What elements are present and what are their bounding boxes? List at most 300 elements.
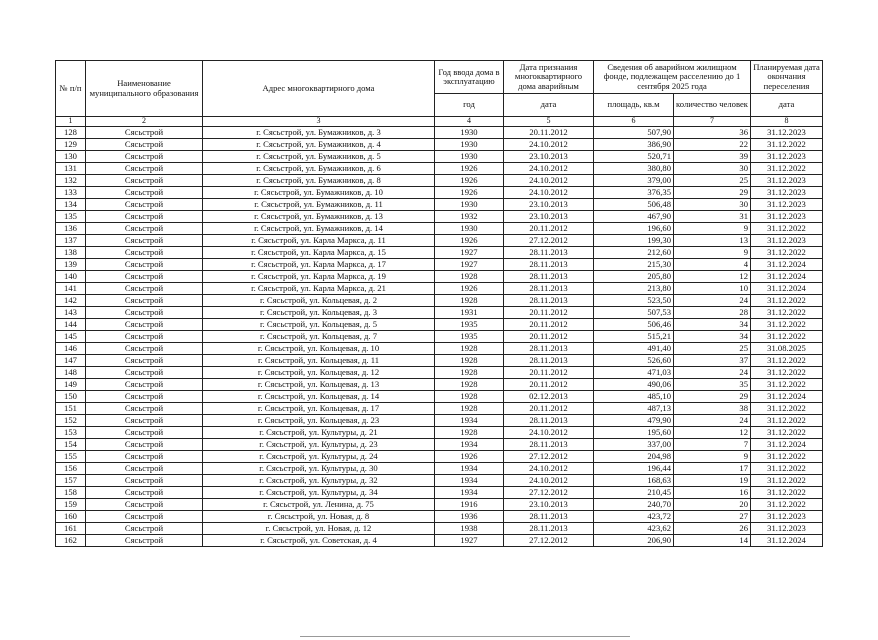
table-row — [56, 330, 823, 342]
address-cell: г. Сясьстрой, ул. Бумажников, д. 4 — [203, 138, 435, 150]
people-cell: 34 — [674, 318, 751, 330]
year-cell: 1934 — [435, 438, 504, 450]
header-planned-end: Планируемая дата окончания переселения — [751, 61, 823, 94]
planned-end-cell: 31.12.2022 — [751, 294, 823, 306]
year-cell: 1928 — [435, 402, 504, 414]
address-cell: г. Сясьстрой, ул. Культуры, д. 34 — [203, 486, 435, 498]
address-cell: г. Сясьстрой, ул. Бумажников, д. 6 — [203, 162, 435, 174]
planned-end-cell: 31.12.2023 — [751, 522, 823, 534]
col-number: 4 — [435, 117, 504, 127]
address-cell: г. Сясьстрой, ул. Новая, д. 12 — [203, 522, 435, 534]
table-row — [56, 414, 823, 426]
area-cell: 506,48 — [594, 198, 674, 210]
recognition-date-cell: 20.11.2012 — [504, 378, 594, 390]
table-row — [56, 390, 823, 402]
area-cell: 520,71 — [594, 150, 674, 162]
year-cell: 1938 — [435, 522, 504, 534]
row-number: 134 — [56, 198, 86, 210]
municipality-cell: Сясьстрой — [86, 294, 203, 306]
people-cell: 22 — [674, 138, 751, 150]
area-cell: 487,13 — [594, 402, 674, 414]
recognition-date-cell: 24.10.2012 — [504, 426, 594, 438]
people-cell: 19 — [674, 474, 751, 486]
area-cell: 423,72 — [594, 510, 674, 522]
row-number: 155 — [56, 450, 86, 462]
area-cell: 471,03 — [594, 366, 674, 378]
planned-end-cell: 31.12.2024 — [751, 270, 823, 282]
recognition-date-cell: 28.11.2013 — [504, 342, 594, 354]
year-cell: 1928 — [435, 390, 504, 402]
address-cell: г. Сясьстрой, ул. Культуры, д. 30 — [203, 462, 435, 474]
table-row — [56, 294, 823, 306]
table-row — [56, 510, 823, 522]
recognition-date-cell: 24.10.2012 — [504, 138, 594, 150]
people-cell: 35 — [674, 378, 751, 390]
recognition-date-cell: 27.12.2012 — [504, 234, 594, 246]
planned-end-cell: 31.12.2024 — [751, 258, 823, 270]
table-row — [56, 258, 823, 270]
planned-end-cell: 31.12.2022 — [751, 426, 823, 438]
year-cell: 1928 — [435, 378, 504, 390]
people-cell: 31 — [674, 210, 751, 222]
people-cell: 4 — [674, 258, 751, 270]
page-edge-line — [300, 636, 630, 637]
area-cell: 337,00 — [594, 438, 674, 450]
people-cell: 27 — [674, 510, 751, 522]
area-cell: 240,70 — [594, 498, 674, 510]
area-cell: 485,10 — [594, 390, 674, 402]
municipality-cell: Сясьстрой — [86, 354, 203, 366]
area-cell: 526,60 — [594, 354, 674, 366]
year-cell: 1930 — [435, 126, 504, 138]
municipality-cell: Сясьстрой — [86, 318, 203, 330]
area-cell: 213,80 — [594, 282, 674, 294]
row-number: 150 — [56, 390, 86, 402]
address-cell: г. Сясьстрой, ул. Бумажников, д. 11 — [203, 198, 435, 210]
row-number: 131 — [56, 162, 86, 174]
municipality-cell: Сясьстрой — [86, 330, 203, 342]
col-number: 6 — [594, 117, 674, 127]
table-row — [56, 222, 823, 234]
recognition-date-cell: 28.11.2013 — [504, 258, 594, 270]
planned-end-cell: 31.12.2023 — [751, 126, 823, 138]
subheader-people: количество человек — [674, 94, 751, 117]
recognition-date-cell: 27.12.2012 — [504, 486, 594, 498]
people-cell: 7 — [674, 438, 751, 450]
recognition-date-cell: 28.11.2013 — [504, 270, 594, 282]
year-cell: 1930 — [435, 198, 504, 210]
col-number: 2 — [86, 117, 203, 127]
municipality-cell: Сясьстрой — [86, 210, 203, 222]
people-cell: 10 — [674, 282, 751, 294]
year-cell: 1930 — [435, 138, 504, 150]
area-cell: 196,60 — [594, 222, 674, 234]
table-row — [56, 198, 823, 210]
row-number: 132 — [56, 174, 86, 186]
planned-end-cell: 31.12.2022 — [751, 450, 823, 462]
recognition-date-cell: 20.11.2012 — [504, 306, 594, 318]
area-cell: 210,45 — [594, 486, 674, 498]
address-cell: г. Сясьстрой, ул. Бумажников, д. 14 — [203, 222, 435, 234]
address-cell: г. Сясьстрой, ул. Кольцевая, д. 14 — [203, 390, 435, 402]
planned-end-cell: 31.12.2022 — [751, 138, 823, 150]
planned-end-cell: 31.12.2022 — [751, 462, 823, 474]
people-cell: 12 — [674, 270, 751, 282]
area-cell: 212,60 — [594, 246, 674, 258]
year-cell: 1928 — [435, 294, 504, 306]
row-number: 161 — [56, 522, 86, 534]
planned-end-cell: 31.12.2022 — [751, 498, 823, 510]
row-number: 149 — [56, 378, 86, 390]
municipality-cell: Сясьстрой — [86, 222, 203, 234]
year-cell: 1934 — [435, 474, 504, 486]
recognition-date-cell: 20.11.2012 — [504, 126, 594, 138]
table-row — [56, 270, 823, 282]
planned-end-cell: 31.12.2023 — [751, 234, 823, 246]
header-address: Адрес многоквартирного дома — [203, 61, 435, 117]
table-row — [56, 402, 823, 414]
planned-end-cell: 31.12.2022 — [751, 354, 823, 366]
address-cell: г. Сясьстрой, ул. Бумажников, д. 13 — [203, 210, 435, 222]
planned-end-cell: 31.12.2022 — [751, 474, 823, 486]
table-row — [56, 534, 823, 546]
recognition-date-cell: 23.10.2013 — [504, 198, 594, 210]
recognition-date-cell: 24.10.2012 — [504, 186, 594, 198]
table-row — [56, 522, 823, 534]
table-row — [56, 126, 823, 138]
area-cell: 523,50 — [594, 294, 674, 306]
year-cell: 1927 — [435, 534, 504, 546]
municipality-cell: Сясьстрой — [86, 306, 203, 318]
address-cell: г. Сясьстрой, ул. Советская, д. 4 — [203, 534, 435, 546]
year-cell: 1928 — [435, 270, 504, 282]
recognition-date-cell: 28.11.2013 — [504, 414, 594, 426]
table-row — [56, 450, 823, 462]
row-number: 143 — [56, 306, 86, 318]
municipality-cell: Сясьстрой — [86, 282, 203, 294]
people-cell: 29 — [674, 390, 751, 402]
col-number: 3 — [203, 117, 435, 127]
row-number: 146 — [56, 342, 86, 354]
recognition-date-cell: 20.11.2012 — [504, 366, 594, 378]
recognition-date-cell: 02.12.2013 — [504, 390, 594, 402]
recognition-date-cell: 23.10.2013 — [504, 150, 594, 162]
year-cell: 1916 — [435, 498, 504, 510]
row-number: 159 — [56, 498, 86, 510]
planned-end-cell: 31.12.2022 — [751, 318, 823, 330]
row-number: 160 — [56, 510, 86, 522]
area-cell: 386,90 — [594, 138, 674, 150]
planned-end-cell: 31.12.2022 — [751, 246, 823, 258]
year-cell: 1928 — [435, 426, 504, 438]
col-number: 5 — [504, 117, 594, 127]
planned-end-cell: 31.12.2022 — [751, 222, 823, 234]
planned-end-cell: 31.12.2022 — [751, 330, 823, 342]
area-cell: 196,44 — [594, 462, 674, 474]
col-number: 8 — [751, 117, 823, 127]
area-cell: 479,90 — [594, 414, 674, 426]
area-cell: 206,90 — [594, 534, 674, 546]
municipality-cell: Сясьстрой — [86, 138, 203, 150]
year-cell: 1928 — [435, 342, 504, 354]
row-number: 151 — [56, 402, 86, 414]
table-row — [56, 282, 823, 294]
year-cell: 1928 — [435, 354, 504, 366]
municipality-cell: Сясьстрой — [86, 162, 203, 174]
table-body — [56, 126, 823, 546]
table-row — [56, 486, 823, 498]
row-number: 144 — [56, 318, 86, 330]
people-cell: 28 — [674, 306, 751, 318]
municipality-cell: Сясьстрой — [86, 438, 203, 450]
planned-end-cell: 31.12.2022 — [751, 378, 823, 390]
area-cell: 199,30 — [594, 234, 674, 246]
year-cell: 1935 — [435, 318, 504, 330]
address-cell: г. Сясьстрой, ул. Карла Маркса, д. 19 — [203, 270, 435, 282]
people-cell: 26 — [674, 522, 751, 534]
row-number: 142 — [56, 294, 86, 306]
address-cell: г. Сясьстрой, ул. Кольцевая, д. 10 — [203, 342, 435, 354]
table-row — [56, 174, 823, 186]
col-number: 7 — [674, 117, 751, 127]
row-number: 136 — [56, 222, 86, 234]
recognition-date-cell: 23.10.2013 — [504, 210, 594, 222]
planned-end-cell: 31.12.2023 — [751, 510, 823, 522]
people-cell: 9 — [674, 450, 751, 462]
table-row — [56, 150, 823, 162]
table-row — [56, 210, 823, 222]
municipality-cell: Сясьстрой — [86, 246, 203, 258]
planned-end-cell: 31.12.2023 — [751, 198, 823, 210]
municipality-cell: Сясьстрой — [86, 342, 203, 354]
year-cell: 1936 — [435, 510, 504, 522]
area-cell: 379,00 — [594, 174, 674, 186]
area-cell: 467,90 — [594, 210, 674, 222]
recognition-date-cell: 24.10.2012 — [504, 462, 594, 474]
planned-end-cell: 31.12.2024 — [751, 390, 823, 402]
municipality-cell: Сясьстрой — [86, 234, 203, 246]
table-row — [56, 354, 823, 366]
municipality-cell: Сясьстрой — [86, 510, 203, 522]
address-cell: г. Сясьстрой, ул. Кольцевая, д. 17 — [203, 402, 435, 414]
address-cell: г. Сясьстрой, ул. Бумажников, д. 8 — [203, 174, 435, 186]
municipality-cell: Сясьстрой — [86, 522, 203, 534]
people-cell: 38 — [674, 402, 751, 414]
table-row — [56, 306, 823, 318]
header-emergency-info: Сведения об аварийном жилищном фонде, подлежащем расселению до 1 сентября 2025 года — [594, 61, 751, 94]
row-number: 154 — [56, 438, 86, 450]
recognition-date-cell: 20.11.2012 — [504, 222, 594, 234]
row-number: 157 — [56, 474, 86, 486]
municipality-cell: Сясьстрой — [86, 174, 203, 186]
year-cell: 1931 — [435, 306, 504, 318]
area-cell: 168,63 — [594, 474, 674, 486]
recognition-date-cell: 28.11.2013 — [504, 282, 594, 294]
municipality-cell: Сясьстрой — [86, 426, 203, 438]
address-cell: г. Сясьстрой, ул. Кольцевая, д. 11 — [203, 354, 435, 366]
row-number: 158 — [56, 486, 86, 498]
recognition-date-cell: 20.11.2012 — [504, 402, 594, 414]
people-cell: 37 — [674, 354, 751, 366]
people-cell: 25 — [674, 174, 751, 186]
municipality-cell: Сясьстрой — [86, 198, 203, 210]
year-cell: 1927 — [435, 258, 504, 270]
row-number: 138 — [56, 246, 86, 258]
year-cell: 1926 — [435, 174, 504, 186]
address-cell: г. Сясьстрой, ул. Карла Маркса, д. 15 — [203, 246, 435, 258]
header-municipality: Наименование муниципального образования — [86, 61, 203, 117]
subheader-year: год — [435, 94, 504, 117]
year-cell: 1926 — [435, 234, 504, 246]
planned-end-cell: 31.12.2023 — [751, 174, 823, 186]
table-row — [56, 342, 823, 354]
planned-end-cell: 31.12.2024 — [751, 438, 823, 450]
area-cell: 515,21 — [594, 330, 674, 342]
row-number: 162 — [56, 534, 86, 546]
people-cell: 34 — [674, 330, 751, 342]
row-number: 130 — [56, 150, 86, 162]
year-cell: 1926 — [435, 282, 504, 294]
municipality-cell: Сясьстрой — [86, 486, 203, 498]
municipality-cell: Сясьстрой — [86, 462, 203, 474]
address-cell: г. Сясьстрой, ул. Кольцевая, д. 3 — [203, 306, 435, 318]
people-cell: 36 — [674, 126, 751, 138]
table-row — [56, 474, 823, 486]
planned-end-cell: 31.12.2022 — [751, 402, 823, 414]
municipality-cell: Сясьстрой — [86, 402, 203, 414]
row-number: 140 — [56, 270, 86, 282]
address-cell: г. Сясьстрой, ул. Бумажников, д. 5 — [203, 150, 435, 162]
people-cell: 13 — [674, 234, 751, 246]
area-cell: 204,98 — [594, 450, 674, 462]
year-cell: 1934 — [435, 462, 504, 474]
address-cell: г. Сясьстрой, ул. Кольцевая, д. 23 — [203, 414, 435, 426]
row-number: 147 — [56, 354, 86, 366]
people-cell: 17 — [674, 462, 751, 474]
people-cell: 24 — [674, 414, 751, 426]
area-cell: 195,60 — [594, 426, 674, 438]
subheader-area: площадь, кв.м — [594, 94, 674, 117]
address-cell: г. Сясьстрой, ул. Бумажников, д. 10 — [203, 186, 435, 198]
recognition-date-cell: 28.11.2013 — [504, 246, 594, 258]
table-row — [56, 426, 823, 438]
year-cell: 1932 — [435, 210, 504, 222]
address-cell: г. Сясьстрой, ул. Культуры, д. 24 — [203, 450, 435, 462]
people-cell: 30 — [674, 162, 751, 174]
municipality-cell: Сясьстрой — [86, 378, 203, 390]
recognition-date-cell: 28.11.2013 — [504, 510, 594, 522]
recognition-date-cell: 27.12.2012 — [504, 450, 594, 462]
year-cell: 1926 — [435, 186, 504, 198]
table-row — [56, 186, 823, 198]
people-cell: 14 — [674, 534, 751, 546]
row-number: 129 — [56, 138, 86, 150]
municipality-cell: Сясьстрой — [86, 186, 203, 198]
table-row — [56, 366, 823, 378]
address-cell: г. Сясьстрой, ул. Культуры, д. 21 — [203, 426, 435, 438]
municipality-cell: Сясьстрой — [86, 270, 203, 282]
planned-end-cell: 31.12.2023 — [751, 186, 823, 198]
year-cell: 1934 — [435, 414, 504, 426]
year-cell: 1935 — [435, 330, 504, 342]
people-cell: 9 — [674, 222, 751, 234]
planned-end-cell: 31.08.2025 — [751, 342, 823, 354]
row-number: 152 — [56, 414, 86, 426]
area-cell: 205,80 — [594, 270, 674, 282]
address-cell: г. Сясьстрой, ул. Карла Маркса, д. 11 — [203, 234, 435, 246]
recognition-date-cell: 23.10.2013 — [504, 498, 594, 510]
people-cell: 30 — [674, 198, 751, 210]
address-cell: г. Сясьстрой, ул. Кольцевая, д. 12 — [203, 366, 435, 378]
area-cell: 491,40 — [594, 342, 674, 354]
people-cell: 29 — [674, 186, 751, 198]
row-number: 137 — [56, 234, 86, 246]
year-cell: 1934 — [435, 486, 504, 498]
recognition-date-cell: 28.11.2013 — [504, 294, 594, 306]
recognition-date-cell: 28.11.2013 — [504, 522, 594, 534]
municipality-cell: Сясьстрой — [86, 126, 203, 138]
recognition-date-cell: 24.10.2012 — [504, 474, 594, 486]
municipality-cell: Сясьстрой — [86, 366, 203, 378]
address-cell: г. Сясьстрой, ул. Новая, д. 8 — [203, 510, 435, 522]
row-number: 145 — [56, 330, 86, 342]
planned-end-cell: 31.12.2022 — [751, 486, 823, 498]
col-number: 1 — [56, 117, 86, 127]
planned-end-cell: 31.12.2022 — [751, 306, 823, 318]
municipality-cell: Сясьстрой — [86, 150, 203, 162]
table-row — [56, 438, 823, 450]
row-number: 133 — [56, 186, 86, 198]
area-cell: 506,46 — [594, 318, 674, 330]
row-number: 128 — [56, 126, 86, 138]
municipality-cell: Сясьстрой — [86, 498, 203, 510]
row-number: 139 — [56, 258, 86, 270]
people-cell: 39 — [674, 150, 751, 162]
housing-table — [55, 60, 823, 547]
header-num: № п/п — [56, 61, 86, 117]
planned-end-cell: 31.12.2022 — [751, 414, 823, 426]
year-cell: 1928 — [435, 366, 504, 378]
address-cell: г. Сясьстрой, ул. Кольцевая, д. 2 — [203, 294, 435, 306]
table-row — [56, 246, 823, 258]
table-row — [56, 498, 823, 510]
recognition-date-cell: 24.10.2012 — [504, 162, 594, 174]
area-cell: 507,90 — [594, 126, 674, 138]
year-cell: 1926 — [435, 450, 504, 462]
year-cell: 1930 — [435, 222, 504, 234]
row-number: 148 — [56, 366, 86, 378]
recognition-date-cell: 28.11.2013 — [504, 438, 594, 450]
address-cell: г. Сясьстрой, ул. Ленина, д. 75 — [203, 498, 435, 510]
municipality-cell: Сясьстрой — [86, 534, 203, 546]
header-year-built: Год ввода дома в эксплуатацию — [435, 61, 504, 94]
row-number: 141 — [56, 282, 86, 294]
year-cell: 1930 — [435, 150, 504, 162]
header-recognized: Дата признания многоквартирного дома аварийным — [504, 61, 594, 94]
people-cell: 24 — [674, 366, 751, 378]
recognition-date-cell: 27.12.2012 — [504, 534, 594, 546]
municipality-cell: Сясьстрой — [86, 414, 203, 426]
people-cell: 25 — [674, 342, 751, 354]
municipality-cell: Сясьстрой — [86, 474, 203, 486]
municipality-cell: Сясьстрой — [86, 390, 203, 402]
row-number: 156 — [56, 462, 86, 474]
planned-end-cell: 31.12.2024 — [751, 534, 823, 546]
planned-end-cell: 31.12.2022 — [751, 162, 823, 174]
address-cell: г. Сясьстрой, ул. Бумажников, д. 3 — [203, 126, 435, 138]
address-cell: г. Сясьстрой, ул. Кольцевая, д. 13 — [203, 378, 435, 390]
planned-end-cell: 31.12.2022 — [751, 366, 823, 378]
